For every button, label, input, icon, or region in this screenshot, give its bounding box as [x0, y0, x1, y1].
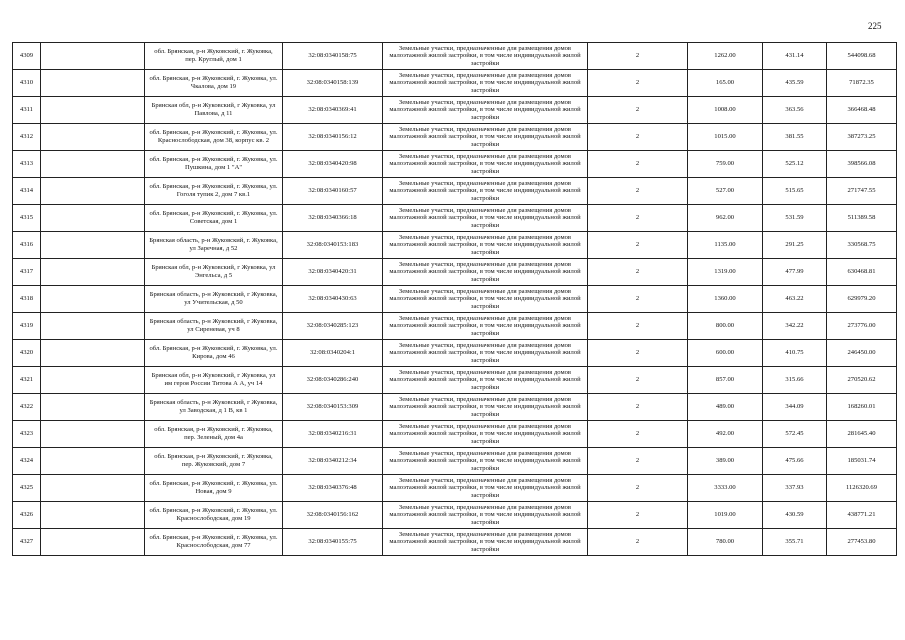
row-number: 4313: [13, 151, 41, 178]
specific-value-cell: 342.22: [763, 313, 827, 340]
cadastral-value-cell: 630468.81: [827, 259, 897, 286]
table-row: [13, 367, 897, 394]
cadastral-number-cell: 32:08:0340376:48: [283, 475, 383, 502]
address-cell: обл. Брянская, р-н Жуковский, г. Жуковка, ул. Кирова, дом 46: [145, 340, 283, 367]
empty-cell: [41, 43, 145, 70]
group-cell: 2: [588, 340, 688, 367]
empty-cell: [41, 232, 145, 259]
area-cell: 1015.00: [688, 124, 763, 151]
empty-cell: [41, 394, 145, 421]
table-row: [13, 232, 897, 259]
table-row: [13, 259, 897, 286]
land-plots-table: [12, 42, 897, 556]
area-cell: 165.00: [688, 70, 763, 97]
area-cell: 800.00: [688, 313, 763, 340]
area-cell: 489.00: [688, 394, 763, 421]
table-row: [13, 70, 897, 97]
specific-value-cell: 515.65: [763, 178, 827, 205]
empty-cell: [41, 178, 145, 205]
address-cell: обл. Брянская, р-н Жуковский, г. Жуковка, ул. Краснослободская, дом 19: [145, 502, 283, 529]
empty-cell: [41, 340, 145, 367]
group-cell: 2: [588, 97, 688, 124]
area-cell: 1135.00: [688, 232, 763, 259]
row-number: 4318: [13, 286, 41, 313]
cadastral-value-cell: 246450.00: [827, 340, 897, 367]
cadastral-number-cell: 32:08:0340156:12: [283, 124, 383, 151]
row-number: 4309: [13, 43, 41, 70]
land-purpose-cell: Земельные участки, предназначенные для размещения домов малоэтажной жилой застройки, в том числе индивидуальной жилой застройки: [383, 97, 588, 124]
land-purpose-cell: Земельные участки, предназначенные для размещения домов малоэтажной жилой застройки, в том числе индивидуальной жилой застройки: [383, 286, 588, 313]
table-row: [13, 421, 897, 448]
land-purpose-cell: Земельные участки, предназначенные для размещения домов малоэтажной жилой застройки, в том числе индивидуальной жилой застройки: [383, 394, 588, 421]
address-cell: обл. Брянская, р-н Жуковский, г. Жуковка, ул. Советская, дом 1: [145, 205, 283, 232]
table-row: [13, 178, 897, 205]
cadastral-number-cell: 32:08:0340155:75: [283, 529, 383, 556]
empty-cell: [41, 286, 145, 313]
empty-cell: [41, 259, 145, 286]
row-number: 4311: [13, 97, 41, 124]
specific-value-cell: 344.09: [763, 394, 827, 421]
land-purpose-cell: Земельные участки, предназначенные для размещения домов малоэтажной жилой застройки, в том числе индивидуальной жилой застройки: [383, 475, 588, 502]
land-purpose-cell: Земельные участки, предназначенные для размещения домов малоэтажной жилой застройки, в том числе индивидуальной жилой застройки: [383, 367, 588, 394]
area-cell: 600.00: [688, 340, 763, 367]
specific-value-cell: 572.45: [763, 421, 827, 448]
cadastral-value-cell: 271747.55: [827, 178, 897, 205]
specific-value-cell: 315.66: [763, 367, 827, 394]
group-cell: 2: [588, 151, 688, 178]
address-cell: обл. Брянская, р-н Жуковский, г. Жуковка, ул. Пушкина, дом 1 "А": [145, 151, 283, 178]
land-purpose-cell: Земельные участки, предназначенные для размещения домов малоэтажной жилой застройки, в том числе индивидуальной жилой застройки: [383, 43, 588, 70]
cadastral-number-cell: 32:08:0340160:57: [283, 178, 383, 205]
specific-value-cell: 410.75: [763, 340, 827, 367]
row-number: 4321: [13, 367, 41, 394]
group-cell: 2: [588, 259, 688, 286]
table-row: [13, 448, 897, 475]
row-number: 4314: [13, 178, 41, 205]
cadastral-value-cell: 438771.21: [827, 502, 897, 529]
area-cell: 1360.00: [688, 286, 763, 313]
empty-cell: [41, 70, 145, 97]
area-cell: 527.00: [688, 178, 763, 205]
group-cell: 2: [588, 286, 688, 313]
empty-cell: [41, 529, 145, 556]
group-cell: 2: [588, 529, 688, 556]
cadastral-number-cell: 32:08:0340420:31: [283, 259, 383, 286]
cadastral-value-cell: 1126320.69: [827, 475, 897, 502]
cadastral-number-cell: 32:08:0340430:63: [283, 286, 383, 313]
address-cell: Брянская область, р-н Жуковский, г Жуковка, ул Учительская, д 50: [145, 286, 283, 313]
area-cell: 857.00: [688, 367, 763, 394]
empty-cell: [41, 421, 145, 448]
area-cell: 389.00: [688, 448, 763, 475]
group-cell: 2: [588, 178, 688, 205]
specific-value-cell: 355.71: [763, 529, 827, 556]
specific-value-cell: 525.12: [763, 151, 827, 178]
cadastral-value-cell: 185031.74: [827, 448, 897, 475]
cadastral-value-cell: 544098.68: [827, 43, 897, 70]
area-cell: 780.00: [688, 529, 763, 556]
address-cell: Брянская область, р-н Жуковский, г Жуковка, ул Сиреневая, уч 8: [145, 313, 283, 340]
table-row: [13, 313, 897, 340]
address-cell: обл. Брянская, р-н Жуковский, г. Жуковка, ул. Краснослободская, дом 38, корпус кв. 2: [145, 124, 283, 151]
address-cell: Брянская область, р-н Жуковский, г. Жуковка, ул Заречная, д 52: [145, 232, 283, 259]
cadastral-value-cell: 629979.20: [827, 286, 897, 313]
land-purpose-cell: Земельные участки, предназначенные для размещения домов малоэтажной жилой застройки, в том числе индивидуальной жилой застройки: [383, 313, 588, 340]
land-purpose-cell: Земельные участки, предназначенные для размещения домов малоэтажной жилой застройки, в том числе индивидуальной жилой застройки: [383, 70, 588, 97]
cadastral-number-cell: 32:08:0340158:75: [283, 43, 383, 70]
cadastral-value-cell: 71872.35: [827, 70, 897, 97]
table-row: [13, 340, 897, 367]
specific-value-cell: 430.59: [763, 502, 827, 529]
address-cell: Брянская обл, р-н Жуковский, г Жуковка, ул Энгельса, д 5: [145, 259, 283, 286]
address-cell: обл. Брянская, р-н Жуковский, г. Жуковка, ул. Новая, дом 9: [145, 475, 283, 502]
row-number: 4325: [13, 475, 41, 502]
address-cell: обл. Брянская, р-н Жуковский, г. Жуковка, ул. Краснослободская, дом 77: [145, 529, 283, 556]
group-cell: 2: [588, 421, 688, 448]
cadastral-value-cell: 270520.62: [827, 367, 897, 394]
table-row: [13, 529, 897, 556]
group-cell: 2: [588, 70, 688, 97]
table-row: [13, 151, 897, 178]
specific-value-cell: 291.25: [763, 232, 827, 259]
specific-value-cell: 463.22: [763, 286, 827, 313]
address-cell: обл. Брянская, р-н Жуковский, г. Жуковка, ул. Чкалова, дом 19: [145, 70, 283, 97]
empty-cell: [41, 97, 145, 124]
row-number: 4324: [13, 448, 41, 475]
cadastral-number-cell: 32:08:0340156:162: [283, 502, 383, 529]
specific-value-cell: 475.66: [763, 448, 827, 475]
land-purpose-cell: Земельные участки, предназначенные для размещения домов малоэтажной жилой застройки, в том числе индивидуальной жилой застройки: [383, 421, 588, 448]
empty-cell: [41, 205, 145, 232]
empty-cell: [41, 448, 145, 475]
cadastral-number-cell: 32:08:0340212:34: [283, 448, 383, 475]
specific-value-cell: 337.93: [763, 475, 827, 502]
empty-cell: [41, 124, 145, 151]
cadastral-value-cell: 366468.48: [827, 97, 897, 124]
land-purpose-cell: Земельные участки, предназначенные для размещения домов малоэтажной жилой застройки, в том числе индивидуальной жилой застройки: [383, 151, 588, 178]
land-purpose-cell: Земельные участки, предназначенные для размещения домов малоэтажной жилой застройки, в том числе индивидуальной жилой застройки: [383, 178, 588, 205]
row-number: 4315: [13, 205, 41, 232]
cadastral-number-cell: 32:08:0340366:18: [283, 205, 383, 232]
cadastral-value-cell: 511389.58: [827, 205, 897, 232]
row-number: 4312: [13, 124, 41, 151]
specific-value-cell: 431.14: [763, 43, 827, 70]
land-purpose-cell: Земельные участки, предназначенные для размещения домов малоэтажной жилой застройки, в том числе индивидуальной жилой застройки: [383, 124, 588, 151]
cadastral-value-cell: 387273.25: [827, 124, 897, 151]
address-cell: Брянская область, р-н Жуковский, г Жуковка, ул Заводская, д 1 В, кв 1: [145, 394, 283, 421]
cadastral-number-cell: 32:08:0340153:309: [283, 394, 383, 421]
empty-cell: [41, 313, 145, 340]
cadastral-number-cell: 32:08:0340204:1: [283, 340, 383, 367]
row-number: 4323: [13, 421, 41, 448]
group-cell: 2: [588, 394, 688, 421]
area-cell: 962.00: [688, 205, 763, 232]
table-body: [13, 43, 897, 556]
row-number: 4326: [13, 502, 41, 529]
group-cell: 2: [588, 448, 688, 475]
row-number: 4317: [13, 259, 41, 286]
group-cell: 2: [588, 43, 688, 70]
cadastral-value-cell: 330568.75: [827, 232, 897, 259]
land-purpose-cell: Земельные участки, предназначенные для размещения домов малоэтажной жилой застройки, в том числе индивидуальной жилой застройки: [383, 529, 588, 556]
table-row: [13, 394, 897, 421]
area-cell: 1319.00: [688, 259, 763, 286]
empty-cell: [41, 151, 145, 178]
cadastral-value-cell: 168260.01: [827, 394, 897, 421]
cadastral-number-cell: 32:08:0340216:31: [283, 421, 383, 448]
page-number: 225: [868, 21, 882, 31]
empty-cell: [41, 367, 145, 394]
address-cell: обл. Брянская, р-н Жуковский, г. Жуковка, пер. Круглый, дом 1: [145, 43, 283, 70]
table-row: [13, 205, 897, 232]
group-cell: 2: [588, 475, 688, 502]
specific-value-cell: 363.56: [763, 97, 827, 124]
cadastral-value-cell: 398566.08: [827, 151, 897, 178]
empty-cell: [41, 475, 145, 502]
address-cell: Брянская обл, р-н Жуковский, г Жуковка, ул Павлова, д 11: [145, 97, 283, 124]
row-number: 4327: [13, 529, 41, 556]
row-number: 4319: [13, 313, 41, 340]
land-purpose-cell: Земельные участки, предназначенные для размещения домов малоэтажной жилой застройки, в том числе индивидуальной жилой застройки: [383, 259, 588, 286]
group-cell: 2: [588, 205, 688, 232]
address-cell: обл. Брянская, р-н Жуковский, г. Жуковка, пер. Зеленый, дом 4а: [145, 421, 283, 448]
land-purpose-cell: Земельные участки, предназначенные для размещения домов малоэтажной жилой застройки, в том числе индивидуальной жилой застройки: [383, 232, 588, 259]
group-cell: 2: [588, 313, 688, 340]
cadastral-number-cell: 32:08:0340158:139: [283, 70, 383, 97]
specific-value-cell: 435.59: [763, 70, 827, 97]
cadastral-value-cell: 281645.40: [827, 421, 897, 448]
area-cell: 1008.00: [688, 97, 763, 124]
address-cell: Брянская обл, р-н Жуковский, г Жуковка, ул им героя России Титова А А, уч 14: [145, 367, 283, 394]
row-number: 4320: [13, 340, 41, 367]
empty-cell: [41, 502, 145, 529]
cadastral-number-cell: 32:08:0340369:41: [283, 97, 383, 124]
table-row: [13, 502, 897, 529]
area-cell: 492.00: [688, 421, 763, 448]
row-number: 4316: [13, 232, 41, 259]
address-cell: обл. Брянская, р-н Жуковский, г. Жуковка, ул. Гоголя тупик 2, дом 7 кв.1: [145, 178, 283, 205]
area-cell: 1019.00: [688, 502, 763, 529]
row-number: 4322: [13, 394, 41, 421]
cadastral-number-cell: 32:08:0340153:183: [283, 232, 383, 259]
group-cell: 2: [588, 502, 688, 529]
cadastral-number-cell: 32:08:0340285:123: [283, 313, 383, 340]
area-cell: 759.00: [688, 151, 763, 178]
cadastral-number-cell: 32:08:0340420:98: [283, 151, 383, 178]
specific-value-cell: 531.59: [763, 205, 827, 232]
area-cell: 1262.00: [688, 43, 763, 70]
table-row: [13, 97, 897, 124]
table-row: [13, 124, 897, 151]
land-purpose-cell: Земельные участки, предназначенные для размещения домов малоэтажной жилой застройки, в том числе индивидуальной жилой застройки: [383, 205, 588, 232]
specific-value-cell: 477.99: [763, 259, 827, 286]
group-cell: 2: [588, 232, 688, 259]
row-number: 4310: [13, 70, 41, 97]
group-cell: 2: [588, 367, 688, 394]
group-cell: 2: [588, 124, 688, 151]
land-purpose-cell: Земельные участки, предназначенные для размещения домов малоэтажной жилой застройки, в том числе индивидуальной жилой застройки: [383, 448, 588, 475]
table-row: [13, 475, 897, 502]
specific-value-cell: 381.55: [763, 124, 827, 151]
area-cell: 3333.00: [688, 475, 763, 502]
table-row: [13, 43, 897, 70]
cadastral-number-cell: 32:08:0340286:240: [283, 367, 383, 394]
cadastral-value-cell: 277453.80: [827, 529, 897, 556]
table-row: [13, 286, 897, 313]
land-purpose-cell: Земельные участки, предназначенные для размещения домов малоэтажной жилой застройки, в том числе индивидуальной жилой застройки: [383, 502, 588, 529]
land-purpose-cell: Земельные участки, предназначенные для размещения домов малоэтажной жилой застройки, в том числе индивидуальной жилой застройки: [383, 340, 588, 367]
address-cell: обл. Брянская, р-н Жуковский, г. Жуковка, пер. Жуковский, дом 7: [145, 448, 283, 475]
cadastral-value-cell: 273776.00: [827, 313, 897, 340]
